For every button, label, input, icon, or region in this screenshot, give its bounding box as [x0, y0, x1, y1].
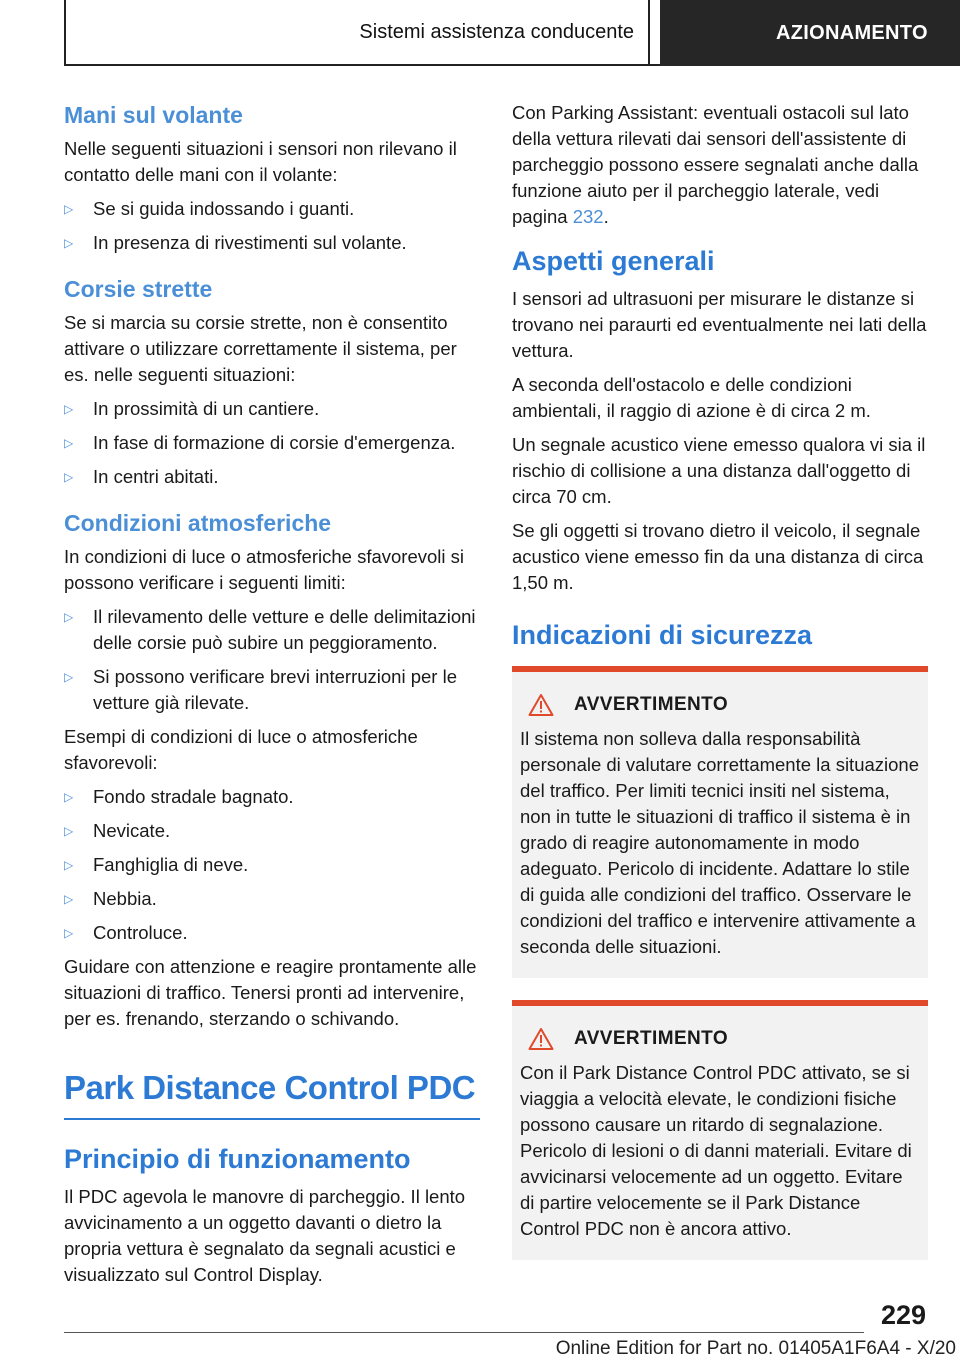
warning-triangle-icon [528, 693, 554, 717]
paragraph: Nelle seguenti situazioni i sensori non rilevano il contatto delle mani con il volante: [64, 138, 457, 185]
warning-title: AVVERTIMENTO [574, 1028, 728, 1049]
paragraph: A seconda dell'ostacolo e delle condizioni ambientali, il raggio di azione è di circa 2 m. [512, 374, 871, 421]
triangle-right-icon: ▷ [64, 892, 74, 906]
warning-title: AVVERTIMENTO [574, 694, 728, 715]
bullet-list [64, 784, 480, 946]
paragraph: Se si marcia su corsie strette, non è consentito attivare o utilizzare correttamente il sistema, per es. nelle seguenti situazioni: [64, 312, 457, 385]
warning-triangle-icon [528, 1027, 554, 1051]
list-item: ▷ Nevicate. [64, 818, 480, 844]
section-heading: Aspetti generali [512, 246, 715, 276]
paragraph: Con Parking Assistant: eventuali ostacoli sul lato della vettura rilevati dai sensori dell'assistente di parcheggio possono essere segnalati anche dalla funzione aiuto per il parcheggio laterale, vedi pagina 232. [512, 102, 919, 227]
warning-header [520, 1026, 920, 1052]
section-title: Indicazioni di sicurezza [512, 620, 813, 650]
right-column [512, 100, 928, 1282]
triangle-right-icon: ▷ [64, 790, 74, 804]
triangle-right-icon: ▷ [64, 858, 74, 872]
list-item: ▷ Fanghiglia di neve. [64, 852, 480, 878]
section-heading: Mani sul volante [64, 102, 243, 128]
warning-text: Con il Park Distance Control PDC attivato, se si viaggia a velocità elevate, le condizioni fisiche possono causare un ritardo di segnalazione. Pericolo di lesioni o di danni materiali. Evitare di avvicinarsi velocemente ad un oggetto. Evitare di partire velocemente se il Park Distance Control PDC non è ancora attivo. [520, 1062, 912, 1239]
list-item: ▷ Fondo stradale bagnato. [64, 784, 480, 810]
list-item: ▷ Controluce. [64, 920, 480, 946]
list-item: ▷ In fase di formazione di corsie d'emergenza. [64, 430, 480, 456]
triangle-right-icon: ▷ [64, 926, 74, 940]
triangle-right-icon: ▷ [64, 236, 74, 250]
list-item: ▷ Il rilevamento delle vetture e delle delimitazioni delle corsie può subire un peggioramento. [64, 606, 476, 653]
footer-rule [64, 1332, 864, 1333]
list-item: ▷ Si possono verificare brevi interruzioni per le vetture già rilevate. [64, 666, 458, 713]
section-weather [64, 508, 480, 1032]
warning-text: Il sistema non solleva dalla responsabilità personale di valutare correttamente la situazione del traffico. Per limiti tecnici insiti nel sistema, non in tutte le situazioni di traffico il sistema è in grado di reagire autonomamente in modo adeguato. Pericolo di incidente. Adattare lo stile di guida alle condizioni del traffico. Osservare le condizioni del traffico e intervenire attivamente a seconda delle situazioni. [520, 728, 920, 957]
list-item: ▷ In prossimità di un cantiere. [64, 396, 480, 422]
list-item: ▷ In presenza di rivestimenti sul volante. [64, 230, 480, 256]
list-item: ▷ Nebbia. [64, 886, 480, 912]
paragraph: In condizioni di luce o atmosferiche sfavorevoli si possono verificare i seguenti limiti: [64, 546, 464, 593]
section-hands-on-wheel [64, 100, 480, 256]
section-narrow-lanes [64, 274, 480, 490]
triangle-right-icon: ▷ [64, 470, 74, 484]
header-rule-bottom [64, 64, 660, 66]
footer-edition: Online Edition for Part no. 01405A1F6A4 - X/20 [555, 1338, 956, 1359]
bullet-list [64, 196, 480, 256]
bullet-list [64, 396, 480, 490]
header-chapter-tab[interactable]: AZIONAMENTO [660, 0, 960, 66]
warning-box [512, 1000, 928, 1260]
list-item: ▷ Se si guida indossando i guanti. [64, 196, 480, 222]
triangle-right-icon: ▷ [64, 436, 74, 450]
warning-box [512, 666, 928, 978]
paragraph: Se gli oggetti si trovano dietro il veicolo, il segnale acustico viene emesso fin da una distanza di circa 1,50 m. [512, 520, 924, 593]
triangle-right-icon: ▷ [64, 402, 74, 416]
header-section-title: Sistemi assistenza conducente [359, 20, 634, 43]
left-column [64, 100, 480, 1296]
paragraph: I sensori ad ultrasuoni per misurare le distanze si trovano nei paraurti ed eventualmente nei lati della vettura. [512, 288, 927, 361]
section-heading: Principio di funzionamento [64, 1144, 411, 1174]
triangle-right-icon: ▷ [64, 610, 74, 624]
triangle-right-icon: ▷ [64, 202, 74, 216]
section-heading: Condizioni atmosferiche [64, 510, 332, 536]
paragraph: Un segnale acustico viene emesso qualora vi sia il rischio di collisione a una distanza dall'oggetto di circa 70 cm. [512, 434, 926, 507]
section-operating-principle [64, 1142, 480, 1288]
paragraph: Il PDC agevola le manovre di parcheggio. Il lento avvicinamento a un oggetto davanti o dietro la propria vettura è segnalato da segnali acustici e visualizzato sul Control Display. [64, 1186, 466, 1285]
triangle-right-icon: ▷ [64, 670, 74, 684]
paragraph: Guidare con attenzione e reagire prontamente alle situazioni di traffico. Tenersi pronti ad intervenire, per es. frenando, sterzando o schivando. [64, 956, 477, 1029]
page-number: 229 [880, 1300, 926, 1330]
paragraph: Esempi di condizioni di luce o atmosferiche sfavorevoli: [64, 726, 418, 773]
bullet-list [64, 604, 480, 716]
chapter-title: Park Distance Control PDC [64, 1066, 480, 1120]
triangle-right-icon: ▷ [64, 824, 74, 838]
header-rule-mid [648, 0, 650, 66]
page-link[interactable]: 232 [572, 206, 604, 227]
warning-header [520, 692, 920, 718]
list-item: ▷ In centri abitati. [64, 464, 480, 490]
section-heading: Corsie strette [64, 276, 213, 302]
